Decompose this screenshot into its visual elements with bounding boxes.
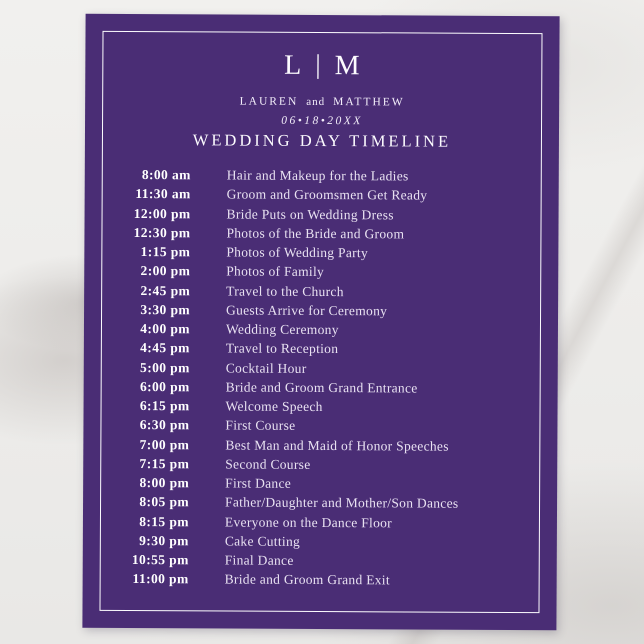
wedding-timeline-card (82, 14, 559, 630)
timeline-row (83, 434, 557, 456)
timeline-row (84, 357, 558, 379)
event-time: 2:45 pm (140, 282, 191, 298)
timeline-row (84, 223, 558, 245)
event-time: 12:30 pm (133, 224, 191, 241)
event-time: 7:15 pm (139, 455, 190, 472)
monogram-left-initial: L (284, 49, 303, 81)
monogram (85, 49, 559, 83)
event-label: Travel to the Church (226, 283, 344, 299)
timeline-row (84, 261, 558, 283)
event-time: 8:05 pm (139, 494, 190, 510)
event-label: Second Course (225, 456, 311, 472)
event-label: Travel to Reception (225, 340, 339, 357)
event-label: Photos of Wedding Party (226, 244, 369, 261)
event-time: 5:00 pm (140, 359, 190, 375)
event-time: 6:15 pm (139, 398, 190, 414)
monogram-right-initial: M (334, 50, 361, 82)
event-time: 4:45 pm (140, 340, 190, 356)
event-label: Wedding Ceremony (225, 321, 339, 338)
event-label: Welcome Speech (225, 398, 323, 415)
monogram-divider: | (315, 48, 322, 79)
page-title: WEDDING DAY TIMELINE (192, 130, 452, 151)
event-label: Photos of Family (226, 263, 325, 280)
event-time: 4:00 pm (140, 321, 191, 337)
event-time: 7:00 pm (139, 436, 190, 452)
timeline-row (83, 569, 557, 591)
event-time: 11:00 pm (132, 571, 189, 587)
event-label: Cake Cutting (224, 533, 301, 549)
event-label: Hair and Makeup for the Ladies (226, 167, 409, 184)
event-label: Groom and Groomsmen Get Ready (226, 186, 428, 203)
event-label: Bride Puts on Wedding Dress (226, 206, 394, 222)
timeline-row (84, 319, 558, 341)
timeline-row (83, 550, 557, 572)
timeline-row (84, 377, 558, 399)
event-label: First Dance (225, 475, 292, 491)
event-time: 8:15 pm (139, 513, 189, 529)
event-time: 6:00 pm (139, 378, 190, 395)
event-time: 1:15 pm (140, 244, 191, 260)
event-label: Photos of the Bride and Groom (226, 225, 405, 242)
event-time: 11:30 am (135, 186, 191, 202)
event-label: Guests Arrive for Ceremony (226, 302, 388, 319)
event-label: Bride and Groom Grand Entrance (225, 379, 418, 396)
conjunction: and (306, 95, 326, 109)
timeline-row (83, 454, 557, 476)
event-label: First Course (225, 417, 296, 434)
event-label: Best Man and Maid of Honor Speeches (225, 437, 449, 454)
event-time: 2:00 pm (140, 263, 191, 279)
event-label: Final Dance (224, 552, 294, 568)
event-time: 8:00 pm (139, 475, 190, 491)
timeline-row (85, 165, 559, 187)
event-time: 3:30 pm (140, 301, 191, 318)
timeline-row (83, 473, 557, 495)
timeline-row (83, 415, 557, 437)
timeline-row (85, 203, 559, 225)
timeline-row (83, 511, 557, 533)
schedule-list (83, 165, 559, 591)
bride-name: LAUREN (239, 95, 299, 108)
timeline-row (84, 280, 558, 302)
timeline-row (84, 300, 558, 322)
event-label: Father/Daughter and Mother/Son Dances (225, 494, 459, 511)
groom-name: MATTHEW (333, 96, 405, 109)
event-time: 9:30 pm (139, 532, 189, 549)
event-time: 10:55 pm (131, 552, 189, 568)
timeline-row (84, 338, 558, 360)
couple-names (85, 95, 559, 109)
timeline-row (84, 242, 558, 264)
event-label: Cocktail Hour (225, 360, 307, 376)
timeline-row (83, 531, 557, 553)
timeline-row (83, 492, 557, 514)
event-time: 12:00 pm (133, 205, 191, 221)
timeline-row (85, 184, 559, 206)
wedding-date: 06•18•20XX (281, 114, 363, 128)
event-time: 6:30 pm (139, 417, 190, 433)
event-label: Everyone on the Dance Floor (224, 513, 393, 530)
event-time: 8:00 am (141, 167, 191, 183)
event-label: Bride and Groom Grand Exit (224, 571, 390, 588)
timeline-row (84, 396, 558, 418)
